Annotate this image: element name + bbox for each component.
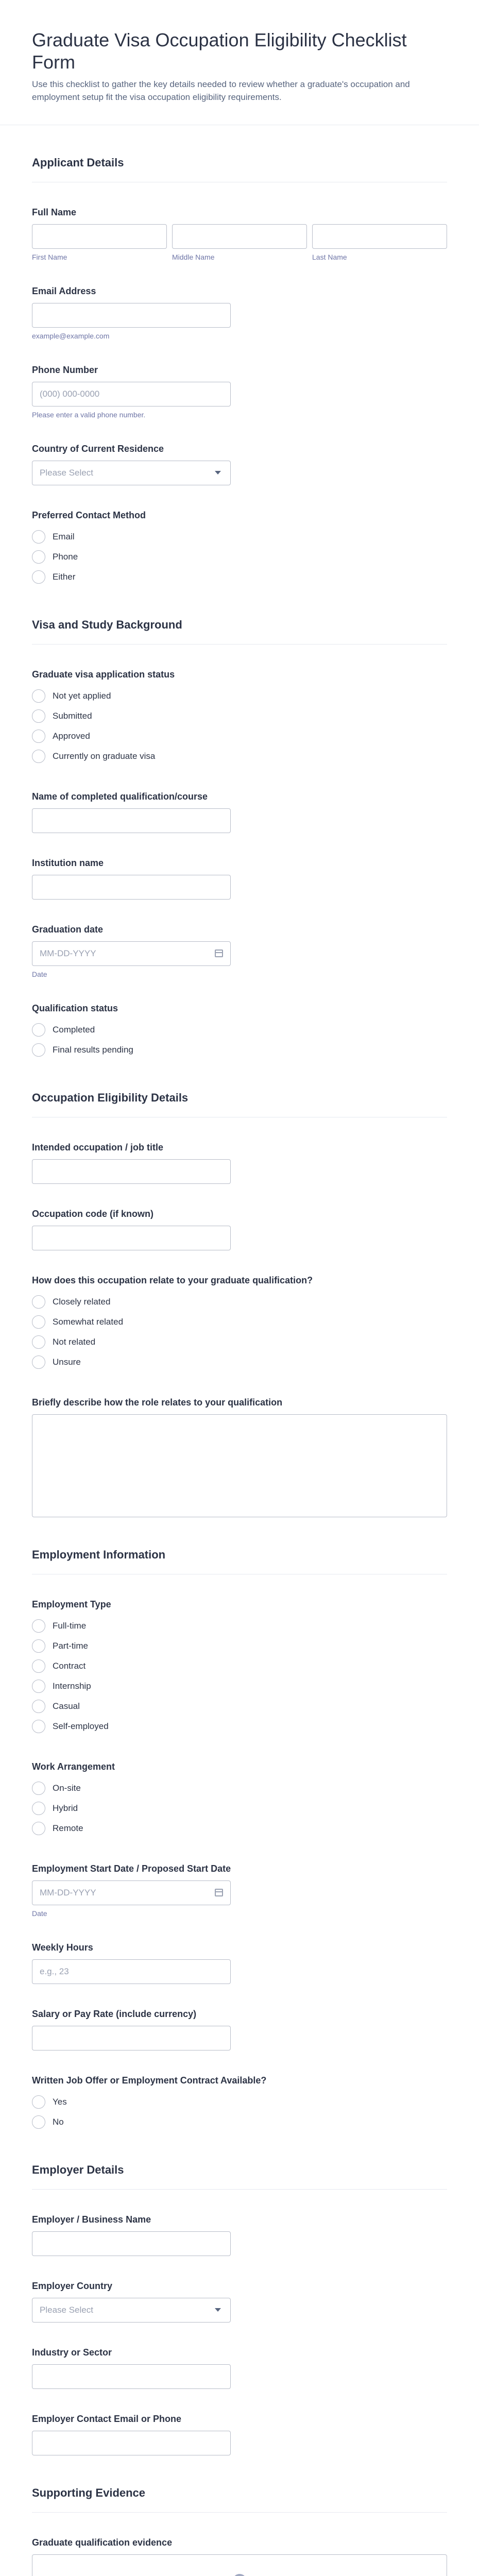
institution-input[interactable] <box>32 875 231 900</box>
radio-option[interactable] <box>32 1697 447 1717</box>
field-employer-contact <box>32 2414 447 2455</box>
field-occupation-relation <box>32 1275 447 1372</box>
option-label: Casual <box>53 1701 80 1711</box>
radio-button[interactable] <box>32 2115 45 2129</box>
section-title: Occupation Eligibility Details <box>32 1091 189 1104</box>
section-title: Employment Information <box>32 1548 166 1561</box>
field-label: Intended occupation / job title <box>32 1142 163 1153</box>
date-sublabel: Date <box>32 1909 47 1918</box>
radio-button[interactable] <box>32 730 45 743</box>
radio-button[interactable] <box>32 1659 45 1673</box>
field-role-description <box>32 1397 447 1517</box>
radio-option[interactable] <box>32 1292 447 1312</box>
field-intended-occupation <box>32 1142 447 1184</box>
option-label: Phone <box>53 552 78 562</box>
visa-status-options <box>32 686 447 767</box>
date-placeholder: MM-DD-YYYY <box>40 948 96 958</box>
field-institution <box>32 858 447 900</box>
radio-option[interactable] <box>32 726 447 747</box>
field-label: Employment Type <box>32 1599 111 1609</box>
section-header <box>32 1517 447 1574</box>
field-work-arrangement <box>32 1761 447 1839</box>
relation-options <box>32 1292 447 1372</box>
radio-button[interactable] <box>32 1700 45 1713</box>
radio-option[interactable] <box>32 1778 447 1799</box>
job-offer-options <box>32 2092 447 2132</box>
section-visa-study <box>0 587 479 1060</box>
first-name-input[interactable] <box>32 224 167 249</box>
name-row <box>32 224 447 261</box>
field-weekly-hours <box>32 1942 447 1984</box>
radio-option[interactable] <box>32 1332 447 1352</box>
section-supporting-evidence <box>0 2455 479 2576</box>
section-title: Supporting Evidence <box>32 2486 146 2499</box>
field-contact-method <box>32 510 447 587</box>
radio-button[interactable] <box>32 1822 45 1835</box>
form-subtitle: Use this checklist to gather the key details needed to review whether a graduate's occupation and employment setup fit the visa occupation eligibility requirements. <box>32 79 410 103</box>
option-label: On-site <box>53 1783 81 1793</box>
field-label: Country of Current Residence <box>32 443 164 454</box>
option-label: No <box>53 2117 64 2127</box>
employment-type-options <box>32 1616 447 1737</box>
field-label: Employer / Business Name <box>32 2214 151 2225</box>
radio-option[interactable] <box>32 1040 447 1060</box>
radio-option[interactable] <box>32 547 447 567</box>
radio-button[interactable] <box>32 689 45 703</box>
field-employer-name <box>32 2214 447 2256</box>
option-label: Self-employed <box>53 1721 109 1732</box>
field-salary <box>32 2009 447 2050</box>
field-graduation-date <box>32 924 447 978</box>
radio-button[interactable] <box>32 530 45 544</box>
option-label: Completed <box>53 1025 95 1035</box>
radio-option[interactable] <box>32 2112 447 2132</box>
field-visa-status <box>32 669 447 767</box>
middle-name-input[interactable] <box>172 224 307 249</box>
radio-button[interactable] <box>32 1802 45 1815</box>
field-phone <box>32 365 447 419</box>
industry-input[interactable] <box>32 2364 231 2389</box>
option-label: Approved <box>53 731 90 741</box>
radio-option[interactable] <box>32 1616 447 1636</box>
radio-option[interactable] <box>32 1636 447 1656</box>
option-label: Currently on graduate visa <box>53 751 156 761</box>
section-title: Employer Details <box>32 2163 124 2176</box>
section-header <box>32 2455 447 2513</box>
radio-button[interactable] <box>32 750 45 763</box>
option-label: Full-time <box>53 1621 87 1631</box>
file-upload-dropzone[interactable] <box>32 2554 447 2576</box>
field-label: Email Address <box>32 285 96 296</box>
radio-button[interactable] <box>32 1680 45 1693</box>
option-label: Somewhat related <box>53 1317 124 1327</box>
radio-button[interactable] <box>32 1023 45 1037</box>
section-header <box>32 587 447 645</box>
salary-input[interactable] <box>32 2026 231 2050</box>
radio-option[interactable] <box>32 706 447 726</box>
section-header <box>32 1060 447 1117</box>
qualification-input[interactable] <box>32 808 231 833</box>
employer-contact-input[interactable] <box>32 2431 231 2455</box>
work-arrangement-options <box>32 1778 447 1839</box>
radio-button[interactable] <box>32 1782 45 1795</box>
radio-option[interactable] <box>32 1656 447 1676</box>
field-label: Weekly Hours <box>32 1942 93 1953</box>
section-header <box>32 125 447 182</box>
section-occupation <box>0 1060 479 1517</box>
email-input[interactable] <box>32 303 231 328</box>
field-employer-country <box>32 2281 447 2323</box>
radio-option[interactable] <box>32 1819 447 1839</box>
field-label: Employer Country <box>32 2280 113 2291</box>
radio-option[interactable] <box>32 686 447 706</box>
field-occupation-code <box>32 1209 447 1250</box>
radio-button[interactable] <box>32 1335 45 1349</box>
chevron-down-icon <box>215 471 221 474</box>
calendar-icon[interactable] <box>215 950 223 957</box>
field-qualification-evidence <box>32 2537 447 2576</box>
field-label: Name of completed qualification/course <box>32 791 208 802</box>
radio-option[interactable] <box>32 1020 447 1040</box>
date-placeholder: MM-DD-YYYY <box>40 1887 96 1897</box>
form-header <box>0 0 479 125</box>
last-name-column <box>312 224 447 261</box>
radio-option[interactable] <box>32 1352 447 1372</box>
field-industry <box>32 2347 447 2389</box>
option-label: Part-time <box>53 1641 88 1651</box>
option-label: Email <box>53 532 75 542</box>
middle-name-column <box>172 224 307 261</box>
field-label: Employer Contact Email or Phone <box>32 2413 182 2424</box>
radio-option[interactable] <box>32 2092 447 2112</box>
radio-button[interactable] <box>32 1315 45 1329</box>
phone-sublabel: Please enter a valid phone number. <box>32 410 146 419</box>
radio-button[interactable] <box>32 1639 45 1653</box>
radio-button[interactable] <box>32 709 45 723</box>
field-label: Briefly describe how the role relates to your qualification <box>32 1397 283 1408</box>
country-select[interactable] <box>32 461 231 485</box>
radio-button[interactable] <box>32 1619 45 1633</box>
field-label: Graduation date <box>32 924 104 935</box>
radio-button[interactable] <box>32 1720 45 1733</box>
calendar-icon[interactable] <box>215 1889 223 1896</box>
field-country <box>32 444 447 485</box>
last-name-sublabel: Last Name <box>312 252 347 261</box>
section-employer <box>0 2132 479 2455</box>
field-label: Employment Start Date / Proposed Start Date <box>32 1863 231 1874</box>
employer-name-input[interactable] <box>32 2231 231 2256</box>
section-employment <box>0 1517 479 2132</box>
field-label: Graduate qualification evidence <box>32 2537 173 2548</box>
field-job-offer <box>32 2075 447 2132</box>
field-qualification-status <box>32 1003 447 1060</box>
option-label: Yes <box>53 2097 67 2107</box>
first-name-column <box>32 224 167 261</box>
phone-input[interactable] <box>32 382 231 406</box>
radio-option[interactable] <box>32 1676 447 1697</box>
field-full-name <box>32 207 447 261</box>
option-label: Submitted <box>53 711 92 721</box>
field-qualification-name <box>32 791 447 833</box>
radio-button[interactable] <box>32 550 45 564</box>
field-label: Salary or Pay Rate (include currency) <box>32 2008 197 2019</box>
option-label: Closely related <box>53 1297 111 1307</box>
chevron-down-icon <box>215 2308 221 2312</box>
option-label: Remote <box>53 1823 83 1834</box>
radio-option[interactable] <box>32 1717 447 1737</box>
radio-button[interactable] <box>32 1295 45 1309</box>
radio-button[interactable] <box>32 570 45 584</box>
field-label: Institution name <box>32 857 104 868</box>
option-label: Hybrid <box>53 1803 78 1814</box>
last-name-input[interactable] <box>312 224 447 249</box>
option-label: Not yet applied <box>53 691 111 701</box>
email-sublabel: example@example.com <box>32 331 110 340</box>
section-title: Visa and Study Background <box>32 618 182 631</box>
contact-method-options <box>32 527 447 587</box>
intended-occupation-input[interactable] <box>32 1159 231 1184</box>
graduation-date-input[interactable] <box>32 941 231 966</box>
field-label: Graduate visa application status <box>32 669 175 680</box>
start-date-input[interactable] <box>32 1880 231 1905</box>
select-placeholder: Please Select <box>40 2304 93 2315</box>
field-start-date <box>32 1863 447 1918</box>
radio-button[interactable] <box>32 2095 45 2109</box>
weekly-hours-input[interactable] <box>32 1959 231 1984</box>
select-placeholder: Please Select <box>40 467 93 478</box>
radio-option[interactable] <box>32 567 447 587</box>
first-name-sublabel: First Name <box>32 252 67 261</box>
radio-option[interactable] <box>32 1799 447 1819</box>
occupation-code-input[interactable] <box>32 1226 231 1250</box>
radio-button[interactable] <box>32 1355 45 1369</box>
option-label: Final results pending <box>53 1045 133 1055</box>
radio-option[interactable] <box>32 747 447 767</box>
field-email <box>32 286 447 340</box>
radio-option[interactable] <box>32 1312 447 1332</box>
option-label: Unsure <box>53 1357 81 1367</box>
field-label: Preferred Contact Method <box>32 510 146 520</box>
option-label: Either <box>53 572 76 582</box>
field-label: Qualification status <box>32 1003 118 1013</box>
role-description-textarea[interactable] <box>32 1414 447 1517</box>
field-label: Full Name <box>32 207 77 217</box>
field-employment-type <box>32 1599 447 1737</box>
cloud-upload-icon <box>227 2573 252 2576</box>
employer-country-select[interactable] <box>32 2298 231 2323</box>
option-label: Not related <box>53 1337 96 1347</box>
field-label: Occupation code (if known) <box>32 1208 154 1219</box>
section-header <box>32 2132 447 2190</box>
radio-option[interactable] <box>32 527 447 547</box>
field-label: How does this occupation relate to your graduate qualification? <box>32 1275 313 1285</box>
option-label: Internship <box>53 1681 91 1691</box>
field-label: Phone Number <box>32 364 98 375</box>
field-label: Industry or Sector <box>32 2347 112 2358</box>
middle-name-sublabel: Middle Name <box>172 252 215 261</box>
date-sublabel: Date <box>32 970 47 978</box>
option-label: Contract <box>53 1661 86 1671</box>
qualification-status-options <box>32 1020 447 1060</box>
section-title: Applicant Details <box>32 156 124 169</box>
field-label: Written Job Offer or Employment Contract Available? <box>32 2075 267 2086</box>
form-title: Graduate Visa Occupation Eligibility Checklist Form <box>32 29 407 73</box>
radio-button[interactable] <box>32 1043 45 1057</box>
field-label: Work Arrangement <box>32 1761 115 1772</box>
section-applicant-details <box>0 125 479 587</box>
